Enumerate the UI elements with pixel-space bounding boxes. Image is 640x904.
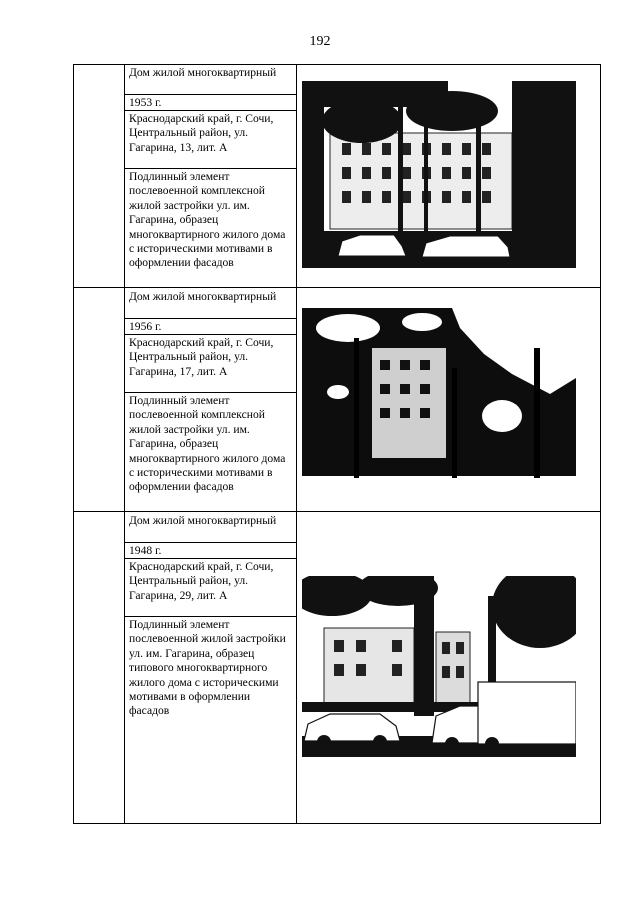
table-border-left (73, 64, 74, 824)
monuments-table (73, 64, 601, 824)
building-description: Подлинный элемент послевоенной комплексной жилой застройки ул. им. Гагарина, образец многоквартирного жилого дома с историческими мотивами в оформлении фасадов (129, 170, 286, 270)
column-divider-2 (296, 64, 297, 824)
table-border-bottom (73, 823, 601, 824)
building-address: Краснодарский край, г. Сочи, Центральный район, ул. Гагарина, 17, лит. А (129, 336, 274, 378)
building-address: Краснодарский край, г. Сочи, Центральный район, ул. Гагарина, 29, лит. А (129, 560, 274, 602)
table-border-right (600, 64, 601, 824)
cell-divider (124, 542, 297, 543)
building-name: Дом жилой многоквартирный (129, 514, 277, 527)
building-name: Дом жилой многоквартирный (129, 290, 277, 303)
cell-divider (124, 110, 297, 111)
building-photo (302, 576, 576, 757)
cell-divider (124, 558, 297, 559)
cell-divider (124, 168, 297, 169)
construction-year: 1948 г. (129, 544, 162, 557)
building-name: Дом жилой многоквартирный (129, 66, 277, 79)
cell-divider (124, 616, 297, 617)
page-number: 192 (309, 34, 331, 49)
table-border-top (73, 64, 601, 65)
building-photo (302, 308, 576, 488)
construction-year: 1956 г. (129, 320, 162, 333)
row-divider-1 (73, 287, 601, 288)
cell-divider (124, 94, 297, 95)
cell-divider (124, 318, 297, 319)
building-description: Подлинный элемент послевоенной жилой застройки ул. им. Гагарина, образец типового многоквартирного жилого дома с историческими мотивами в оформлении фасадов (129, 618, 286, 718)
building-photo (302, 81, 576, 268)
cell-divider (124, 334, 297, 335)
column-divider-1 (124, 64, 125, 824)
row-divider-2 (73, 511, 601, 512)
building-description: Подлинный элемент послевоенной комплексной жилой застройки ул. им. Гагарина, образец многоквартирного жилого дома с историческими мотивами в оформлении фасадов (129, 394, 286, 494)
cell-divider (124, 392, 297, 393)
construction-year: 1953 г. (129, 96, 162, 109)
building-address: Краснодарский край, г. Сочи, Центральный район, ул. Гагарина, 13, лит. А (129, 112, 274, 154)
